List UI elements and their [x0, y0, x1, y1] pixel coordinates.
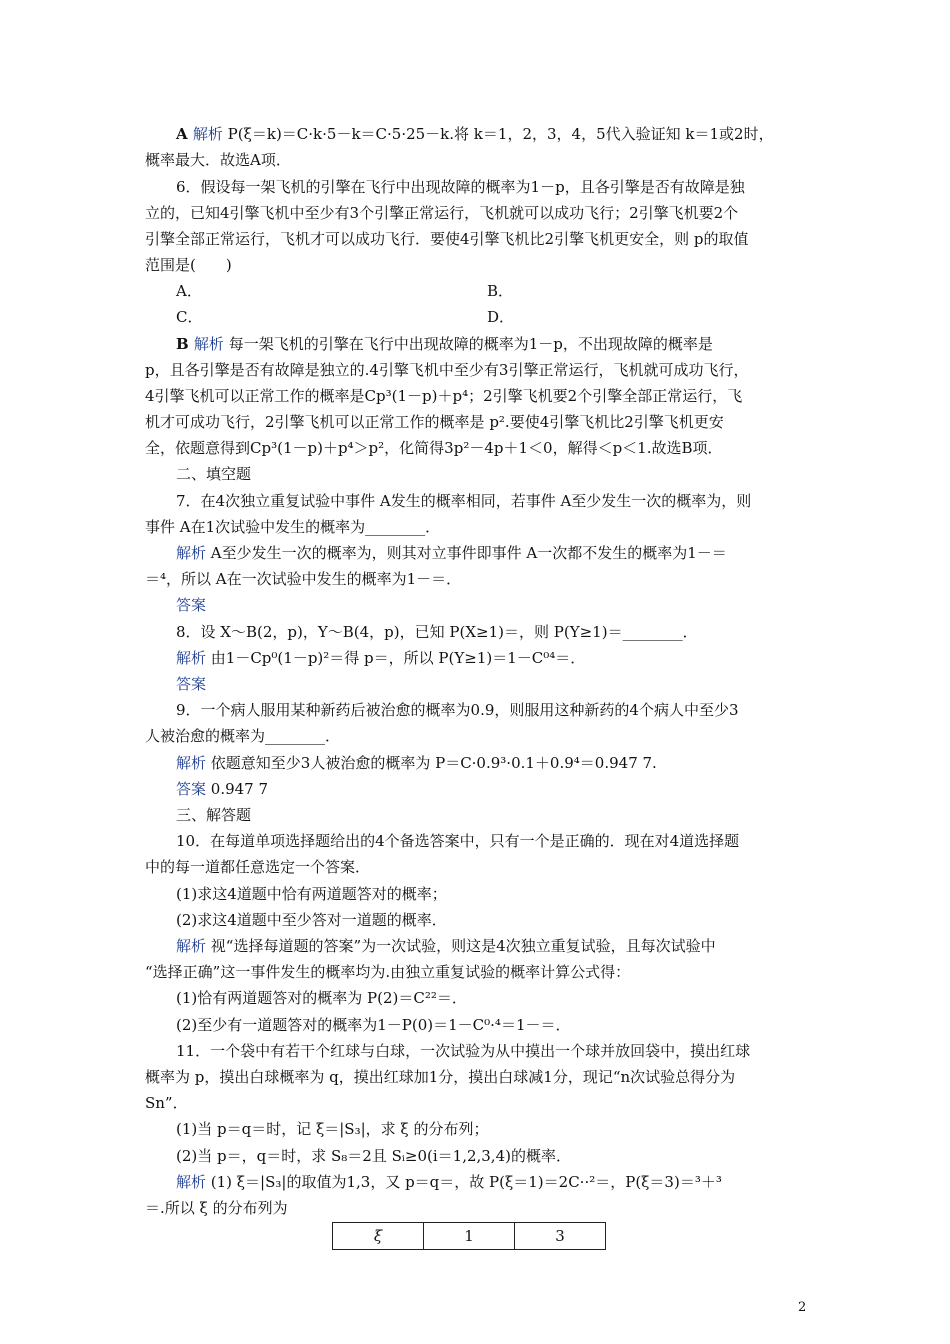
analysis-label: 解析: [192, 125, 223, 143]
section-heading: 三、解答题: [176, 806, 252, 824]
analysis-text: 由1－Cp⁰(1－p)²＝得 p＝，所以 P(Y≥1)＝1－C⁰⁴＝．: [206, 649, 586, 667]
option-a: A．: [176, 282, 202, 300]
analysis-text: 依题意知至少3人被治愈的概率为 P＝C·0.9³·0.1＋0.9⁴＝0.947 7.: [206, 754, 657, 772]
answer-label: 答案: [176, 675, 207, 693]
text-line: 中的每一道都任意选定一个答案．: [145, 858, 371, 876]
sub-question: (2)求这4道题中至少答对一道题的概率．: [176, 911, 447, 929]
table-cell: 1: [424, 1223, 515, 1250]
sub-question: (2)当 p＝，q＝时，求 S₈＝2且 Sᵢ≥0(i＝1,2,3,4)的概率．: [176, 1147, 571, 1165]
analysis-label: 解析: [176, 544, 207, 562]
analysis-text: 视“选择每道题的答案”为一次试验，则这是4次独立重复试验，且每次试验中: [206, 937, 716, 955]
analysis-label: 解析: [176, 754, 207, 772]
table-row: [333, 1223, 606, 1250]
text-line: 事件 A在1次试验中发生的概率为________．: [145, 518, 441, 536]
analysis-label: 解析: [176, 937, 207, 955]
text-line: 人被治愈的概率为________．: [145, 727, 341, 745]
answer-text: 0.947 7: [206, 780, 269, 798]
question-8: 8．设 X～B(2，p)，Y～B(4，p)，已知 P(X≥1)＝，则 P(Y≥1)＝________．: [176, 623, 698, 641]
analysis-label: 解析: [176, 649, 207, 667]
text-line: ＝.所以 ξ 的分布列为: [145, 1199, 288, 1217]
text-line: “选择正确”这一事件发生的概率均为.由独立重复试验的概率计算公式得：: [145, 963, 631, 981]
analysis-label: 解析: [176, 1173, 207, 1191]
analysis-line: [176, 648, 806, 668]
analysis-text: A至少发生一次的概率为，则其对立事件即事件 A一次都不发生的概率为1－＝: [206, 544, 727, 562]
question-9: 9．一个病人服用某种新药后被治愈的概率为0.9，则服用这种新药的4个病人中至少3: [176, 701, 739, 719]
analysis-label: 解析: [193, 335, 224, 353]
options-row: [176, 307, 806, 327]
analysis-text: P(ξ＝k)＝C·k·5－k＝C·5·25－k.将 k＝1，2，3，4，5代入验证知 k＝1或2时，: [222, 125, 774, 143]
options-row: [176, 281, 806, 301]
text-line: 4引擎飞机可以正常工作的概率是Cp³(1－p)＋p⁴；2引擎飞机要2个引擎全部正常运行，飞: [145, 387, 743, 405]
answer-line: [176, 124, 806, 144]
answer-label-line: [176, 595, 806, 615]
analysis-line: [176, 1172, 806, 1192]
text-line: p，且各引擎是否有故障是独立的.4引擎飞机中至少有3引擎正常运行，飞机就可成功飞行，: [145, 361, 749, 379]
answer-label-line: [176, 674, 806, 694]
text-line: Sn”．: [145, 1094, 188, 1112]
sub-question: (1)当 p＝q＝时，记 ξ＝|S₃|，求 ξ 的分布列；: [176, 1120, 489, 1138]
table-cell: 3: [515, 1223, 606, 1250]
answer-label: 答案: [176, 596, 207, 614]
text-line: 全，依题意得到Cp³(1－p)＋p⁴＞p²，化简得3p²－4p＋1＜0，解得＜p＜1.故选B项．: [145, 439, 723, 457]
answer-letter: B: [176, 335, 194, 353]
text-line: 范围是( ): [145, 256, 232, 274]
text-line: (2)至少有一道题答对的概率为1－P(0)＝1－C⁰·⁴＝1－＝．: [176, 1016, 571, 1034]
option-d: D．: [487, 308, 515, 326]
answer-label: 答案: [176, 780, 207, 798]
text-line: 机才可成功飞行，2引擎飞机可以正常工作的概率是 p².要使4引擎飞机比2引擎飞机更安: [145, 413, 724, 431]
text-line: 立的，已知4引擎飞机中至少有3个引擎正常运行，飞机就可以成功飞行；2引擎飞机要2个: [145, 204, 739, 222]
sub-question: (1)求这4道题中恰有两道题答对的概率；: [176, 885, 447, 903]
analysis-text: (1) ξ＝|S₃|的取值为1,3，又 p＝q＝，故 P(ξ＝1)＝2C··²＝，P(ξ＝3)＝³＋³: [206, 1173, 722, 1191]
text-line: 引擎全部正常运行，飞机才可以成功飞行．要使4引擎飞机比2引擎飞机更安全，则 p的取值: [145, 230, 749, 248]
analysis-line: [176, 753, 806, 773]
analysis-text: 每一架飞机的引擎在飞行中出现故障的概率为1－p，不出现故障的概率是: [223, 335, 713, 353]
question-7: 7．在4次独立重复试验中事件 A发生的概率相同，若事件 A至少发生一次的概率为，则: [176, 492, 752, 510]
page-number: 2: [798, 1300, 807, 1315]
option-c: C．: [176, 308, 203, 326]
table-cell: ξ: [333, 1223, 424, 1250]
text-line: (1)恰有两道题答对的概率为 P(2)＝C²²＝．: [176, 989, 467, 1007]
analysis-line: [176, 543, 806, 563]
answer-line: [176, 779, 806, 799]
text-line: 概率为 p，摸出白球概率为 q，摸出红球加1分，摸出白球减1分，现记“n次试验总得分为: [145, 1068, 736, 1086]
option-b: B．: [487, 282, 514, 300]
question-11: 11．一个袋中有若干个红球与白球，一次试验为从中摸出一个球并放回袋中，摸出红球: [176, 1042, 751, 1060]
answer-line: [176, 334, 806, 354]
distribution-table: [332, 1222, 606, 1250]
analysis-line: [176, 936, 806, 956]
question-6: 6．假设每一架飞机的引擎在飞行中出现故障的概率为1－p，且各引擎是否有故障是独: [176, 178, 745, 196]
question-10: 10．在每道单项选择题给出的4个备选答案中，只有一个是正确的．现在对4道选择题: [176, 832, 740, 850]
text-line: ＝⁴，所以 A在一次试验中发生的概率为1－＝．: [145, 570, 462, 588]
text-line: 概率最大．故选A项．: [145, 151, 291, 169]
answer-letter: A: [176, 125, 193, 143]
section-heading: 二、填空题: [176, 465, 252, 483]
